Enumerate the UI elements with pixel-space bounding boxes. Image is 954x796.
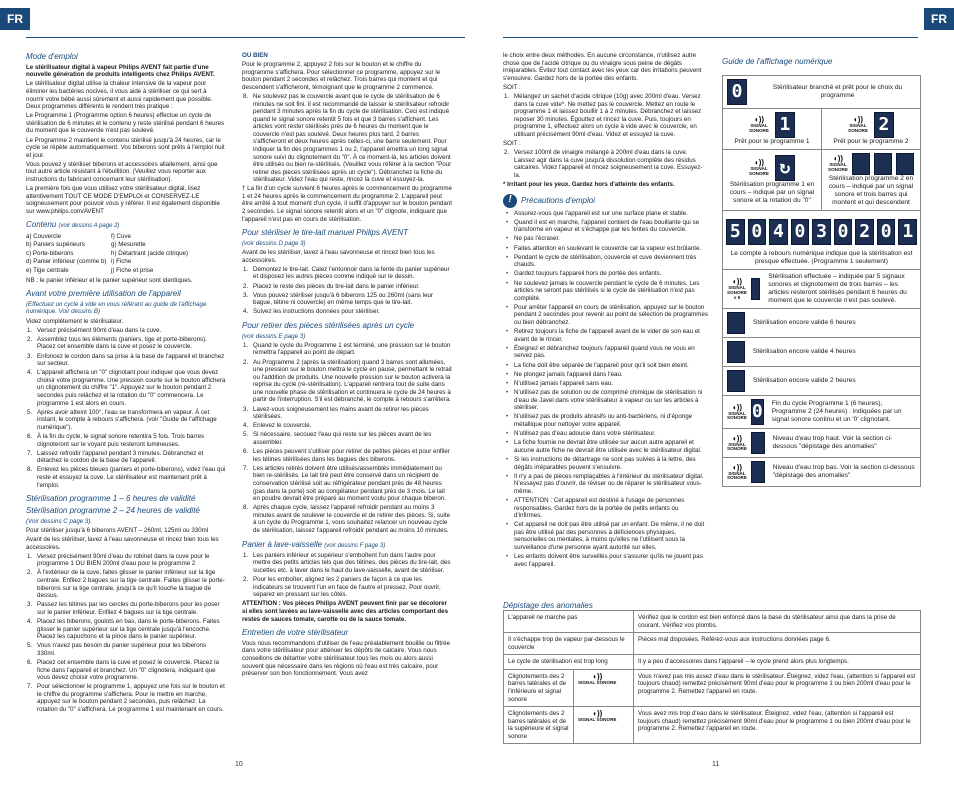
right-column-1 [503,52,708,570]
anomalies-title: Dépistage des anomalies [503,601,593,610]
table-cell: Vous n'avez pas mis assez d'eau dans le stérilisateur. Éteignez, videz l'eau, (attention si l'appareil est toujours chaud) remettez précisément 90ml d'eau pour le programme 1 ou bien 200ml d'eau pour le programme 2. Remettez l'appareil en route. [634,669,921,706]
soit1-steps [503,93,708,138]
list-item: • ATTENTION : Cet appareil est destiné à l'usage de personnes responsables. Gardez hors de la portée de petits enfants ou d'infirmes. [514,497,708,520]
list-item: 6. Les pièces peuvent s'utiliser pour retirer de petites pièces et pour enfiler les tétines stérilisées dans les bagues des biberons. [243,448,450,463]
list-item: • Gardez toujours l'appareil hors de portée des enfants. [514,270,708,278]
list-item: 1. Versez précisément 90ml d'eau du robinet dans la cuve pour le programme 1 OU BIEN 200ml d'eau pour le programme 2 [27,552,210,568]
parts-list [26,233,226,275]
list-item: • Les enfants doivent être surveillés pour s'assurer qu'ils ne jouent pas avec l'appareil. [514,553,708,568]
list-item: • Pendant le cycle de stérilisation, couvercle et cuve deviennent très chauds. [514,254,708,269]
tirelait-title: Pour stériliser le tire-lait manuel Philips AVENT [242,228,408,238]
guide-row-4h: Stérilisation encore valide 4 heures [723,338,920,367]
table-cell: Clignotements des 2 barres latérales et de la supérieure et signal sonore [504,707,574,744]
step8-list [242,93,452,184]
table-row [504,611,921,633]
table-cell [574,707,634,744]
bars-icon [751,432,765,454]
signal-sonore-icon: ◖)) SIGNAL SONORE [727,462,747,481]
language-tab: FR [0,8,30,30]
soit2: SOIT : [503,139,521,147]
table-cell: Vous avez mis trop d'eau dans le stérilisateur. Éteignez, videz l'eau, (attention si l'appareil est toujours chaud) remettez précisément 90ml d'eau pour le programme 1 ou bien 200ml d'eau pour le programme 2. Remettez l'appareil en route. [634,707,921,744]
signal-sonore-icon: ◖)) SIGNAL SONORE [749,158,769,177]
guide-row-done: ◖)) SIGNAL SONORE x 5 Stérilisation effectuée – indiquée par 5 signaux sonores et clignotement de trois barres – les articles resteront stérilisés pendant 6 heures du moment que le couvercle n'est pas soulevé. [723,270,920,309]
guide-row-end: ◖)) SIGNAL SONORE 0 Fin du cycle Programme 1 (6 heures), Programme 2 (24 heures) : indiquées par un signal sonore continu et un '0' clignotant. [723,396,920,429]
list-item: 2. Assemblez tous les éléments (paniers, tige et porte-biberons). Placez cet ensemble dans la cuve et posez le couvercle. [27,335,207,351]
list-item: 1. Quand le cycle du Programme 1 est terminé, une pression sur le bouton remettra l'appareil au point de départ. [243,341,451,357]
countdown-digit: 0 [834,219,853,245]
list-item: 5. Après avoir atteint 100°, l'eau se transformera en vapeur. À cet instant, le compte à rebours s'affichera. (voir "Guide de l'affichage numérique"). [27,408,217,431]
list-item: 2. Placez le reste des pièces du tire-lait dans le panier inférieur. [243,282,420,290]
mode-title: Mode d'emploi [26,52,78,61]
avant-steps [26,327,226,489]
retirer-steps [242,342,452,535]
display-zero-icon: 0 [727,79,747,105]
precautions-list [503,210,708,569]
list-item: 2. Versez 100ml de vinaigre mélangé à 200ml d'eau dans la cuve. Laissez agir dans la cuve jusqu'à dissolution complète des résidus calcaires. Videz l'appareil et rincez soigneusement la cuve. Essuyez-la. [504,149,703,179]
retirer-title: Pour retirer des pièces stérilisées après un cycle [242,320,415,330]
list-item: • La fiche doit être séparée de l'appareil pour qu'il soit bien éteint. [514,362,708,370]
list-item: • Retirez toujours la fiche de l'appareil avant de le vider de son eau et avant de le rincer. [514,328,708,343]
retirer-ref: (voir dessins E page 3) [242,332,306,340]
list-item: 1. Mélangez un sachet d'acide citrique (10g) avec 200ml d'eau. Versez dans la cuve vide*. Ne mettez pas le couvercle. Mettez en route le programme 1 et laissez bouillir 1 à 2 minutes. Débranchez et laissez reposer 30 minutes. Égouttez et rincez la cuve. Puis, toujours en programme 1, effectuez alors un cycle à vide avec le couvercle, en utilisant précisément 90ml d'eau. Videz et essuyez la cuve. [504,93,702,138]
list-item: 7. Pour sélectionner le programme 1, appuyez une fois sur le bouton et le chiffre du programme s'affichera. Pour le mettre en marche, appuyez sur le bouton pendant 2 secondes, puis relâchez. La rotation du "0" s'affichera. Le programme 1 est maintenant en cours. [27,683,225,713]
signal-sonore-icon: ◖)) SIGNAL SONORE [848,115,868,133]
list-item: 4. L'appareil affichera un "0" clignotant pour indiquer que vous devez choisir votre programme. Une pression courte sur le bouton affichera un clignotement du chiffre "1". Appuyez sur le bouton pendant 2 secondes puis relâchez et la rotation du "0" commencera. Le programme 1 est alors en cours. [27,369,226,407]
warning-icon: ! [503,194,517,208]
list-item: 3. Lavez-vous soigneusement les mains avant de retirer les pièces stérilisées. [243,405,429,421]
guide-row-branche: 0 Stérilisateur branché et prêt pour le choix du programme [723,76,920,108]
list-item: • Ne plongez jamais l'appareil dans l'eau. [514,371,708,379]
table-cell: Le cycle de stérilisation est trop long [504,655,634,670]
irritant: * Irritant pour les yeux. Gardez hors d'atteinte des enfants. [503,180,675,188]
part-item: d) Panier inférieur (comme b) [26,258,107,266]
table-cell: Il y a peu d'accessoires dans l'appareil – le cycle prend alors plus longtemps. [634,655,921,670]
ster-intro: Pour stériliser jusqu'à 6 biberons AVENT – 260ml, 125ml ou 330ml [26,526,209,534]
countdown-digit: 0 [748,219,767,245]
tirelait-intro: Avant de les stériliser, lavez à l'eau savonneuse et rincez bien tous les accessoires. [242,249,435,264]
signal-sonore-icon: ◖)) SIGNAL SONORE [578,671,617,685]
guide-row-low: ◖)) SIGNAL SONORE Niveau d'eau trop bas. Voir la section ci-dessous "dépistage des anomalies" [723,458,920,486]
list-item: 2. Au Programme 2 (après la stérilisation) quand 3 barres sont allumées, une pression sur le bouton mettra le cycle en pause, permettant le retrait ou l'addition de produits. Une nouvelle pression sur le bouton activera la reprise du cycle (re-stérilisation). L'appareil rentrera tout de suite dans une nouvelle phase de stérilisation et continuera le cycle de 24 heures à partir de l'interruption. S'il est débranché, le compte à rebours s'arrêtera. [243,358,452,404]
left-column-1 [26,52,226,715]
note-dagger: † La fin d'un cycle survient 6 heures après le commencement du programme 1 et 24 heures après le commencement du programme 2. L'appareil peut être arrêté à tout moment d'un cycle, il suffit d'appuyer sur le bouton pendant 2 secondes. Le signal sonore retentit alors et un "0" clignote, indiquant que l'appareil n'est pas en cours de stérilisation. [242,185,452,223]
bars-icon [727,312,745,334]
page-right [477,0,954,796]
list-item: • Si les instructions de détartrage ne sont pas suivies à la lettre, des dégâts irréparables peuvent s'ensuivre. [514,456,708,471]
list-item: 5. Si nécessaire, secouez l'eau qui reste sur les pièces avant de les assembler. [243,431,432,446]
lave-steps [242,552,452,599]
list-item: • Faites attention en soulevant le couvercle car la vapeur est brûlante. [514,245,708,253]
table-cell: L'appareil ne marche pas [504,611,634,633]
list-item: • Il n'y a pas de pièces remplaçables à l'intérieur du stérilisateur digital. N'essayez pas d'ouvrir, de réviser ou de réparer le stérilisateur vous-même. [514,473,708,496]
list-item: • Ne pas l'écraser. [514,235,708,243]
bars-icon [896,153,914,175]
list-item: 8. Enlevez les pièces bleues (paniers et porte-biberons), videz l'eau qui reste et essuyez la cuve. Le stérilisateur est maintenant prêt à l'emploi. [27,466,226,489]
header-rule [26,37,465,38]
prog1: Le Programme 1 (Programme option 6 heures) effectue un cycle de stérilisation de 6 minutes et le contenu y reste stérilisé pendant 6 heures du moment que le couvercle n'est pas soulevé. [26,112,225,135]
table-cell: Clignotements des 2 barres latérales et de l'inférieure et signal sonore [504,669,574,706]
page-number-right: 11 [712,761,720,769]
table-cell [574,669,634,706]
table-row [504,655,921,670]
list-item: • N'utilisez pas de produits abrasifs ou anti-bactériens, ni d'éponge métallique pour nettoyer votre appareil. [514,413,708,428]
ster-intro2: Avant de les stériliser, lavez à l'eau savonneuse et rincez bien tous les accessoires. [26,535,219,551]
bars-icon [874,153,892,175]
list-item: 7. Laissez refroidir l'appareil pendant 3 minutes. Débranchez et détachez le cordon de la base de l'appareil. [27,449,204,465]
avant-sub2: Videz complètement le stérilisateur. [26,317,124,325]
guide-row-countdown: 5 0 4 0 3 0 2 0 1 Le compte à rebours numérique indique que la stérilisation est presque effectuée. (Programme 1 seulement) [723,211,920,270]
countdown-digit: 0 [877,219,896,245]
list-item: 4. Enlevez le couvercle. [243,422,312,430]
part-item: c) Porte-biberons [26,249,74,257]
guide-title: Guide de l'affichage numérique [722,57,833,66]
intro: Le stérilisateur digital utilise la chaleur intensive de la vapeur pour éliminer les bactéries nocives, il vous aide à stériliser ce qui sert à nourrir votre bébé aussi sûrement et aussi rapidement que possible. Deux programmes différents le rendent très pratique : [26,80,213,111]
table-cell: Pièces mal disposées. Référez-vous aux instructions données page 6. [634,633,921,655]
list-item: 1. Démontez le tire-lait. Calez l'entonnoir dans la fente du panier supérieur et disposez les autres pièces comme indiqué sur le dessin. [243,265,450,281]
lave-title: Panier à lave-vaisselle (voir dessins F page 3) [242,539,386,549]
page-number-left: 10 [235,761,243,769]
countdown-digit: 5 [726,219,745,245]
display-zero-icon: 0 [751,399,764,425]
part-item: i) Fiche [111,258,132,266]
list-item: 3. Enfoncez le cordon dans sa prise à la base de l'appareil et branchez sur secteur. [27,352,225,368]
table-row [504,707,921,744]
guide-row-2h: Stérilisation encore valide 2 heures [723,367,920,396]
lave-attention: ATTENTION : Vos pièces Philips AVENT peuvent finir par se décolorer si elles sont lavées au lave-vaisselle avec des articles comportant des restes de sauces tomate, carotte ou de la sauce tomate. [242,600,449,623]
guide-row-running: ◖)) SIGNAL SONORE ↻ Stérilisation programme 1 en cours – indiqué par un signal sonore et la rotation du "0" ◖)) SIGNAL SONORE Stérilisation programme 2 en cours – indiqué par un signal sonore et trois barres qui montent et qui descendent [723,150,920,211]
anomalies-table [503,610,921,744]
list-item: 8. Après chaque cycle, laissez l'appareil refroidir pendant au moins 3 minutes avant de soulever le couvercle et de retirer des pièces. Si, suite à un cycle du Programme 1, vous souhaitez relancer un nouveau cycle de stérilisation, laissez l'appareil refroidir pendant au moins 10 minutes. [243,504,451,534]
countdown-digit: 0 [791,219,810,245]
bars-icon [727,341,745,363]
bars-icon [751,461,765,483]
list-item: 3. Passez les tétines par les cercles du porte-biberons pour les poser sur le panier inférieur. Enfilez 4 bagues sur la tige centrale. [27,601,220,616]
left-column-2 [242,52,452,679]
tirelait-ref: (voir dessins D page 3) [242,239,306,247]
entretien-title: Entretien de votre stérilisateur [242,628,349,638]
list-item: 4. Suivez les instructions données pour stériliser. [243,308,380,316]
list-item: • Assurez-vous que l'appareil est sur une surface plane et stable. [514,210,708,218]
list-item: 4. Placez les biberons, goulots en bas, dans le porte-biberons. Faites glisser le panier supérieur sur la tige centrale jusqu'à l'encoche. Placez les capuchons et la pince dans le panier supérieur. [27,617,220,641]
table-row [504,669,921,706]
part-item: j) Fiche et prise [111,266,154,274]
countdown-digits [726,214,917,250]
part-item: g) Mesurette [111,241,146,249]
countdown-digit: 4 [769,219,788,245]
list-item: • Quand il est en marche, l'appareil contient de l'eau bouillante qui se transforme en vapeur et s'échappe par les fentes du couvercle. [514,219,708,234]
countdown-digit: 2 [855,219,874,245]
contenu-title: Contenu (voir dessins A page 2) [26,220,120,230]
soit1: SOIT : [503,83,521,91]
guide-row-high: ◖)) SIGNAL SONORE Niveau d'eau trop haut. Voir la section ci-dessous "dépistage des anomalies" [723,429,920,458]
prog2: Le Programme 2 maintient le contenu stérilisé jusqu'à 24 heures, car le cycle se répète automatiquement. Vos biberons sont prêts à l'emploi nuit et jour. [26,136,225,159]
signal-sonore-icon: ◖)) SIGNAL SONORE [727,402,747,421]
part-item: f) Cuve [111,232,131,240]
avant-title: Avant votre première utilisation de l'appareil [26,289,181,299]
ou-bien: OU BIEN [242,52,268,59]
bars-icon [751,278,760,300]
list-item: • N'utilisez pas d'eau adoucie dans votre stérilisateur. [514,430,708,438]
signal-sonore-icon: ◖)) SIGNAL SONORE [749,115,769,133]
ster-2-title: Stérilisation programme 2 – 24 heures de validité [26,505,200,515]
avant-sub: (Effectuez un cycle à vide en vous référant au guide de l'affichage numérique. Voir dessins B) [26,300,207,316]
signal-sonore-icon: ◖)) SIGNAL SONORE [578,709,617,723]
ou-bien-text: Pour le programme 2, appuyez 2 fois sur le bouton et le chiffre du programme s'affichera. Pour sélectionner ce programme, appuyez sur le bouton pendant 2 secondes et relâchez. Trois barres qui montent et qui descendent s'afficheront, témoignant que le programme 2 commence. [242,61,441,91]
ster-steps [26,553,226,714]
bars-icon [727,370,745,392]
language-tab: FR [924,8,954,30]
part-item: h) Détartrant (acide citrique) [111,249,189,257]
list-item: 2. À l'extérieur de la cuve, faites glisser le panier inférieur sur la tige centrale. Enfilez 2 bagues sur la tige centrale. Faites glisser le porte-biberons sur la tige centrale, jusqu'à ce qu'il touche la bague de dessus. [27,569,225,600]
list-item: 6. À la fin du cycle, le signal sonore retentira 5 fois. Trois barres clignoteront sur le voyant puis resteront lumineuses. [27,433,205,448]
list-item: • Éteignez et débranchez toujours l'appareil quand vous ne vous en servez pas. [514,345,708,360]
signal-sonore-icon: ◖)) SIGNAL SONORE x 5 [727,277,747,300]
list-item: • N'utilisez pas de solution ou de comprimé chimique de stérilisation ni d'eau de Javel dans votre stérilisateur à vapeur ou sur les articles à stériliser. [514,389,708,412]
rotating-zero-icon: ↻ [775,155,795,181]
list-item: 3. Vous pouvez stériliser jusqu'à 6 biberons 125 ou 260ml (sans leur bague, tétine ni couvercle) en même temps que le tire-lait. [243,291,434,307]
precautions-title: ! Précautions d'emploi [503,194,708,208]
list-item: 7. Les articles retirés doivent être utilisés/assemblés immédiatement ou bien re-stérilisés. Le lait tiré peut être conservé dans un récipient de conservation stérilisé soit au réfrigérateur pendant près de 48 heures (pas dans la porte) soit au congélateur pendant près de 3 mois. Le lait en poudre devrait être préparé au moment voulu pour chaque biberon. [243,464,446,503]
ster-ref: (Voir dessins C page 3). [26,517,93,525]
part-item: a) Couvercle [26,232,62,240]
countdown-digit: 3 [812,219,831,245]
display-two-icon: 2 [874,112,894,138]
part-item: e) Tige centrale [26,266,69,274]
list-item: 2. Pour les emboîter, alignez les 2 paniers de façon à ce que les indicateurs se trouvent l'un en face de l'autre et pressez. Pour ouvrir, séparez en pressant sur les côtés. [243,576,441,599]
list-item: 1. Les paniers inférieur et supérieur s'emboîtent l'un dans l'autre pour mettre des petits articles tels que des tétines, des pièces du tire-lait, des sucettes etc. à laver dans le haut du lave-vaisselle, avant de stériliser. [243,551,451,574]
list-item: 8. Ne soulevez pas le couvercle avant que le cycle de stérilisation de 6 minutes ne soit fini. Il est recommandé de laisser le stérilisateur refroidir pendant 3 minutes après la fin du cycle de stérilisation. Ceci est indiqué quand le signal sonore retentit 5 fois et que 3 barres s'affichent. Les articles vont rester stérilisés près de 6 heures du moment que le couvercle n'est pas soulevé. Deux heures plus tard, 2 barres s'afficheront et deux heures après celles-ci, une barre seulement. Pour indiquer la fin des programmes 1 ou 2, l'appareil émettra un long signal sonore suivi du clignotement du "0". À ce moment-là, les articles doivent être utilisés ou bien re-stérilisés. (Veuillez vous référer à la section "Pour retirer des pièces stérilisées après un cycle"). Débranchez la fiche du stérilisateur. Videz l'eau qui reste, rincez la cuve et essuyez-la. [243,93,452,184]
list-item: • La fiche fournie ne devrait être utilisée sur aucun autre appareil et aucune autre fiche ne devrait être utilisée avec le stérilisateur digital. [514,439,708,454]
part-item: b) Paniers supérieurs [26,241,85,249]
countdown-digit: 1 [898,219,917,245]
first-use: Vous pouvez y stériliser biberons et accessoires allaitement, ainsi que tout autre article résistant à l'ébullition. (Veuillez vous reporter aux instructions du fabricant concernant leur stérilisation). [26,160,218,183]
descale-cont: le choix entre deux méthodes. En aucune circonstance, n'utilisez autre chose que de l'acide citrique ou du vinaigre sous peine de dégâts irréparables. Évitez tout contact avec les yeux car des irritations peuvent s'ensuivre. Gardez hors de la portée des enfants. [503,52,702,82]
list-item: 5. Vous n'avez pas besoin du panier supérieur pour les biberons 330ml. [27,642,207,657]
soit2-steps [503,149,708,179]
table-cell: Il s'échappe trop de vapeur par-dessous le couvercle [504,633,634,655]
guide-row-6h: Stérilisation encore valide 6 heures [723,309,920,338]
parts-nb: NB : le panier inférieur et le panier supérieur sont identiques. [26,276,193,284]
list-item: • Ne soulevez jamais le couvercle pendant le cycle de 6 minutes. Les articles ne seront pas stérilisés si le cycle de stérilisation n'est pas complété. [514,280,708,303]
signal-sonore-icon: ◖)) SIGNAL SONORE [727,433,747,452]
ster-1-title: Stérilisation programme 1 – 6 heures de validité [26,494,196,504]
list-item: • Cet appareil ne doit pas être utilisé par un enfant. De même, il ne doit pas être utilisé par des personnes à déficiences physiques, sensorielles ou mentales, à moins qu'elles ne l'utilisent sous la surveillance d'une personne ayant autorité sur elles. [514,521,708,551]
list-item: 6. Placez cet ensemble dans la cuve et posez le couvercle. Placez la fiche dans l'appareil et branchez. Un "0" clignotera, indiquant que vous devez choisir votre programme. [27,658,219,682]
bars-icon [852,153,870,175]
list-item: • Pour arrêter l'appareil en cours de stérilisation, appuyez sur le bouton pendant 2 secondes pour revenir au point de sélection de programmes ou bien débranchez. [514,304,708,327]
list-item: 1. Versez précisément 90ml d'eau dans la cuve. [27,326,162,334]
first-time: La première fois que vous utilisez votre stérilisateur digital, lisez attentivement TOUT CE MODE D'EMPLOI et CONSERVEZ-LE soigneusement pour pouvoir vous y référer. Il est également disponible sur www.philips.com/AVENT [26,185,220,215]
digital-display-guide [722,75,921,487]
guide-row-ready: ◖)) SIGNAL SONORE 1 Prêt pour le programme 1 ◖)) SIGNAL SONORE 2 Prêt pour le programme 2 [723,108,920,150]
signal-sonore-icon: ◖)) SIGNAL SONORE [828,154,848,173]
table-row [504,633,921,655]
intro-bold: Le stérilisateur digital à vapeur Philips AVENT fait partie d'une nouvelle génération de produits intelligents chez Philips AVENT. [26,63,215,79]
tirelait-steps [242,266,452,316]
header-rule [503,37,918,38]
entretien: Vous nous recommandons d'utiliser de l'eau préalablement bouillie ou filtrée dans votre stérilisateur pour atténuer les dépôts de calcaire. Vous nous conseillons de détartrer votre stérilisateur tous les mois ou alors aussi souvent que nécessaire dans les régions où l'eau est très calcaire, pour préserver son bon fonctionnement. Vous avez [242,639,451,678]
list-item: • N'utilisez jamais l'appareil sans eau. [514,380,708,388]
display-one-icon: 1 [775,112,795,138]
table-cell: Vérifiez que le cordon est bien enfoncé dans la base du stérilisateur ainsi que dans la prise de courant. Vérifiez vos plombs. [634,611,921,633]
